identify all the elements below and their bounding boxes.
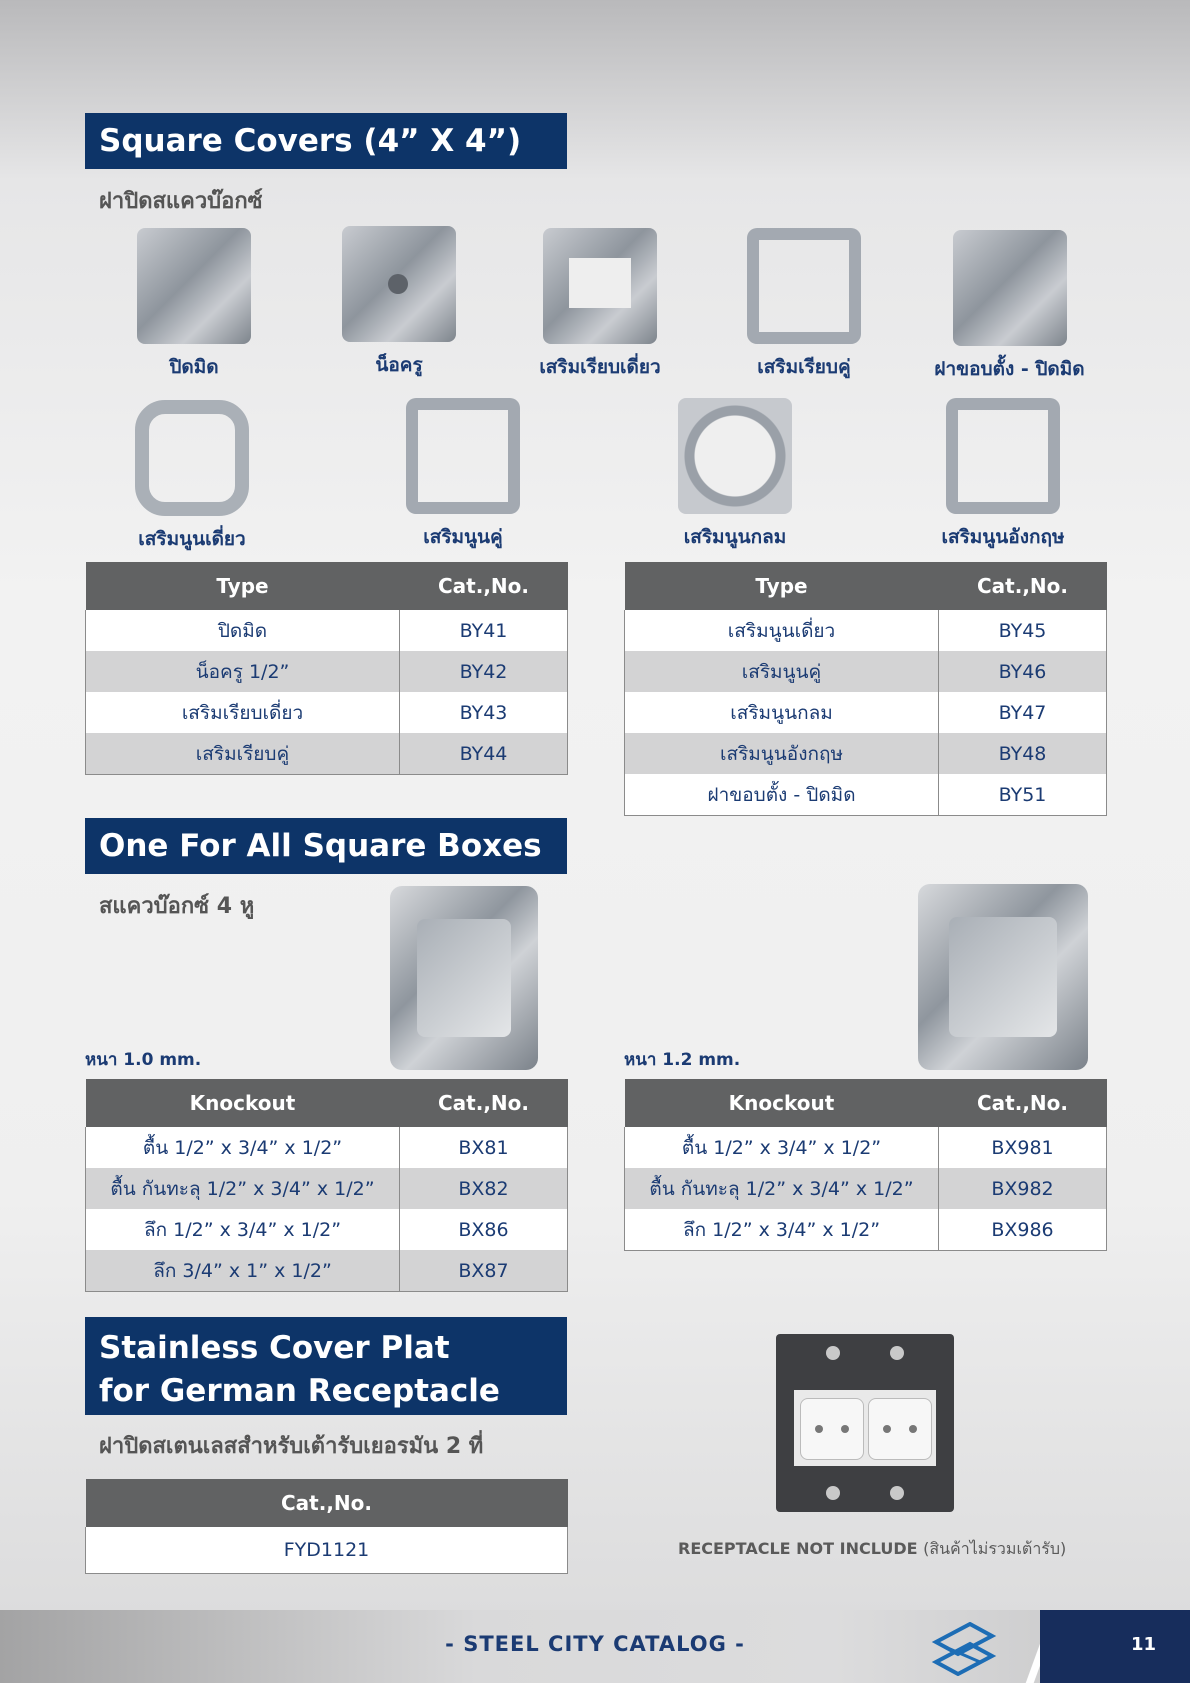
product-label: เสริมนูนกลม: [683, 526, 787, 548]
table-header-row: [86, 1079, 568, 1127]
boxes-table-right: [624, 1079, 1107, 1251]
table-row: [86, 1527, 568, 1574]
thickness-label-right: หนา 1.2 mm.: [624, 1050, 741, 1070]
table-row: [86, 1168, 568, 1209]
table-row: [86, 1209, 568, 1250]
product-label: น็อครู: [375, 354, 423, 376]
table-row: [625, 610, 1107, 651]
cover-flat-double-image: [747, 228, 861, 344]
product-cover-raised-single: [116, 400, 268, 554]
cell-knockout: ลึก 3/4” x 1” x 1/2”: [86, 1250, 400, 1292]
product-cover-raised-blank: [912, 230, 1107, 384]
cell-knockout: ตื้น กันทะลุ 1/2” x 3/4” x 1/2”: [86, 1168, 400, 1209]
cell-catno: BY43: [400, 692, 568, 733]
cell-catno: BX986: [939, 1209, 1107, 1251]
table-row: [86, 651, 568, 692]
covers-table-right: [624, 562, 1107, 816]
product-cover-knockout: [324, 226, 474, 380]
cell-catno: BX981: [939, 1127, 1107, 1168]
boxes-table-left: [85, 1079, 568, 1292]
cell-catno: BY42: [400, 651, 568, 692]
section-subtitle-square-boxes: สแควบ๊อกซ์ 4 หู: [99, 894, 255, 919]
page-number: 11: [1130, 1634, 1156, 1655]
covers-table-left: [85, 562, 568, 775]
cell-knockout: ตื้น 1/2” x 3/4” x 1/2”: [625, 1127, 939, 1168]
cell-knockout: ตื้น กันทะลุ 1/2” x 3/4” x 1/2”: [625, 1168, 939, 1209]
cover-raised-blank-image: [953, 230, 1067, 346]
column-header-catno: Cat.,No.: [400, 562, 568, 610]
cell-type: เสริมเรียบคู่: [86, 733, 400, 775]
table-row: [625, 692, 1107, 733]
table-row: [86, 692, 568, 733]
footer-catalog-text: - STEEL CITY CATALOG -: [445, 1632, 745, 1656]
product-label: เสริมนูนคู่: [423, 526, 503, 548]
cell-catno: BX87: [400, 1250, 568, 1292]
cover-blank-image: [137, 228, 251, 344]
cover-raised-english-image: [946, 398, 1060, 514]
section-subtitle-stainless: ฝาปิดสเตนเลสสำหรับเต้ารับเยอรมัน 2 ที่: [99, 1434, 484, 1459]
product-cover-blank: [119, 228, 269, 382]
cell-catno: BY46: [939, 651, 1107, 692]
cell-type: เสริมเรียบเดี่ยว: [86, 692, 400, 733]
cover-raised-double-image: [406, 398, 520, 514]
cell-type: ฝาขอบตั้ง - ปิดมิด: [625, 774, 939, 816]
section-title-stainless: [85, 1317, 567, 1415]
section-title-line-1: Stainless Cover Plat: [99, 1330, 450, 1366]
cell-type: เสริมนูนกลม: [625, 692, 939, 733]
table-row: [86, 733, 568, 775]
page-number-box: [1040, 1610, 1190, 1683]
cell-knockout: ลึก 1/2” x 3/4” x 1/2”: [625, 1209, 939, 1251]
product-label: เสริมเรียบคู่: [757, 356, 851, 378]
column-header-catno: Cat.,No.: [400, 1079, 568, 1127]
table-header-row: [625, 1079, 1107, 1127]
cell-catno: BY48: [939, 733, 1107, 774]
cell-type: ปิดมิด: [86, 610, 400, 651]
cell-type: น็อครู 1/2”: [86, 651, 400, 692]
receptacle-note-th: (สินค้าไม่รวมเต้ารับ): [923, 1539, 1067, 1558]
table-row: [625, 774, 1107, 816]
product-label: เสริมนูนเดี่ยว: [138, 528, 246, 550]
table-row: [625, 1209, 1107, 1251]
table-row: [86, 1127, 568, 1168]
column-header-knockout: Knockout: [86, 1079, 400, 1127]
column-header-type: Type: [625, 562, 939, 610]
product-label: ฝาขอบตั้ง - ปิดมิด: [934, 358, 1085, 380]
table-header-row: [86, 562, 568, 610]
section-title-square-covers: Square Covers (4” X 4”): [85, 113, 567, 169]
table-header-row: [86, 1479, 568, 1527]
column-header-type: Type: [86, 562, 400, 610]
cell-catno: BX86: [400, 1209, 568, 1250]
thickness-label-left: หนา 1.0 mm.: [85, 1050, 202, 1070]
cell-type: เสริมนูนอังกฤษ: [625, 733, 939, 774]
cover-flat-single-image: [543, 228, 657, 344]
cell-catno: FYD1121: [86, 1527, 568, 1574]
product-label: เสริมเรียบเดี่ยว: [539, 356, 661, 378]
column-header-catno: Cat.,No.: [86, 1479, 568, 1527]
table-row: [625, 1168, 1107, 1209]
product-cover-raised-double: [388, 398, 538, 552]
cover-knockout-image: [342, 226, 456, 342]
table-header-row: [625, 562, 1107, 610]
section-title-line-2: for German Receptacle: [99, 1373, 500, 1409]
table-row: [86, 1250, 568, 1292]
section-subtitle-square-covers: ฝาปิดสแควบ๊อกซ์: [99, 189, 263, 214]
cell-type: เสริมนูนเดี่ยว: [625, 610, 939, 651]
cell-catno: BY41: [400, 610, 568, 651]
column-header-catno: Cat.,No.: [939, 1079, 1107, 1127]
cell-type: เสริมนูนคู่: [625, 651, 939, 692]
receptacle-note-en: RECEPTACLE NOT INCLUDE: [678, 1539, 918, 1558]
product-cover-flat-double: [729, 228, 879, 382]
cell-catno: BY51: [939, 774, 1107, 816]
table-row: [625, 1127, 1107, 1168]
column-header-catno: Cat.,No.: [939, 562, 1107, 610]
receptacle-note: [678, 1537, 1066, 1562]
steel-city-logo-icon: [930, 1622, 998, 1676]
footer: [0, 1610, 1190, 1683]
cell-catno: BX982: [939, 1168, 1107, 1209]
product-label: เสริมนูนอังกฤษ: [941, 526, 1065, 548]
cell-catno: BY45: [939, 610, 1107, 651]
cell-catno: BX82: [400, 1168, 568, 1209]
cover-raised-single-image: [135, 400, 249, 516]
cell-catno: BY47: [939, 692, 1107, 733]
product-cover-raised-english: [928, 398, 1078, 552]
cover-raised-round-image: [678, 398, 792, 514]
square-box-1-2mm-image: [918, 884, 1088, 1070]
cell-knockout: ลึก 1/2” x 3/4” x 1/2”: [86, 1209, 400, 1250]
table-row: [625, 733, 1107, 774]
square-box-1-0mm-image: [390, 886, 538, 1070]
section-title-square-boxes: One For All Square Boxes: [85, 818, 567, 874]
cell-knockout: ตื้น 1/2” x 3/4” x 1/2”: [86, 1127, 400, 1168]
product-cover-flat-single: [525, 228, 675, 382]
stainless-table: [85, 1479, 568, 1574]
cell-catno: BY44: [400, 733, 568, 775]
stainless-plate-image: [776, 1334, 954, 1512]
cell-catno: BX81: [400, 1127, 568, 1168]
table-row: [86, 610, 568, 651]
column-header-knockout: Knockout: [625, 1079, 939, 1127]
product-cover-raised-round: [660, 398, 810, 552]
product-label: ปิดมิด: [169, 356, 219, 378]
table-row: [625, 651, 1107, 692]
